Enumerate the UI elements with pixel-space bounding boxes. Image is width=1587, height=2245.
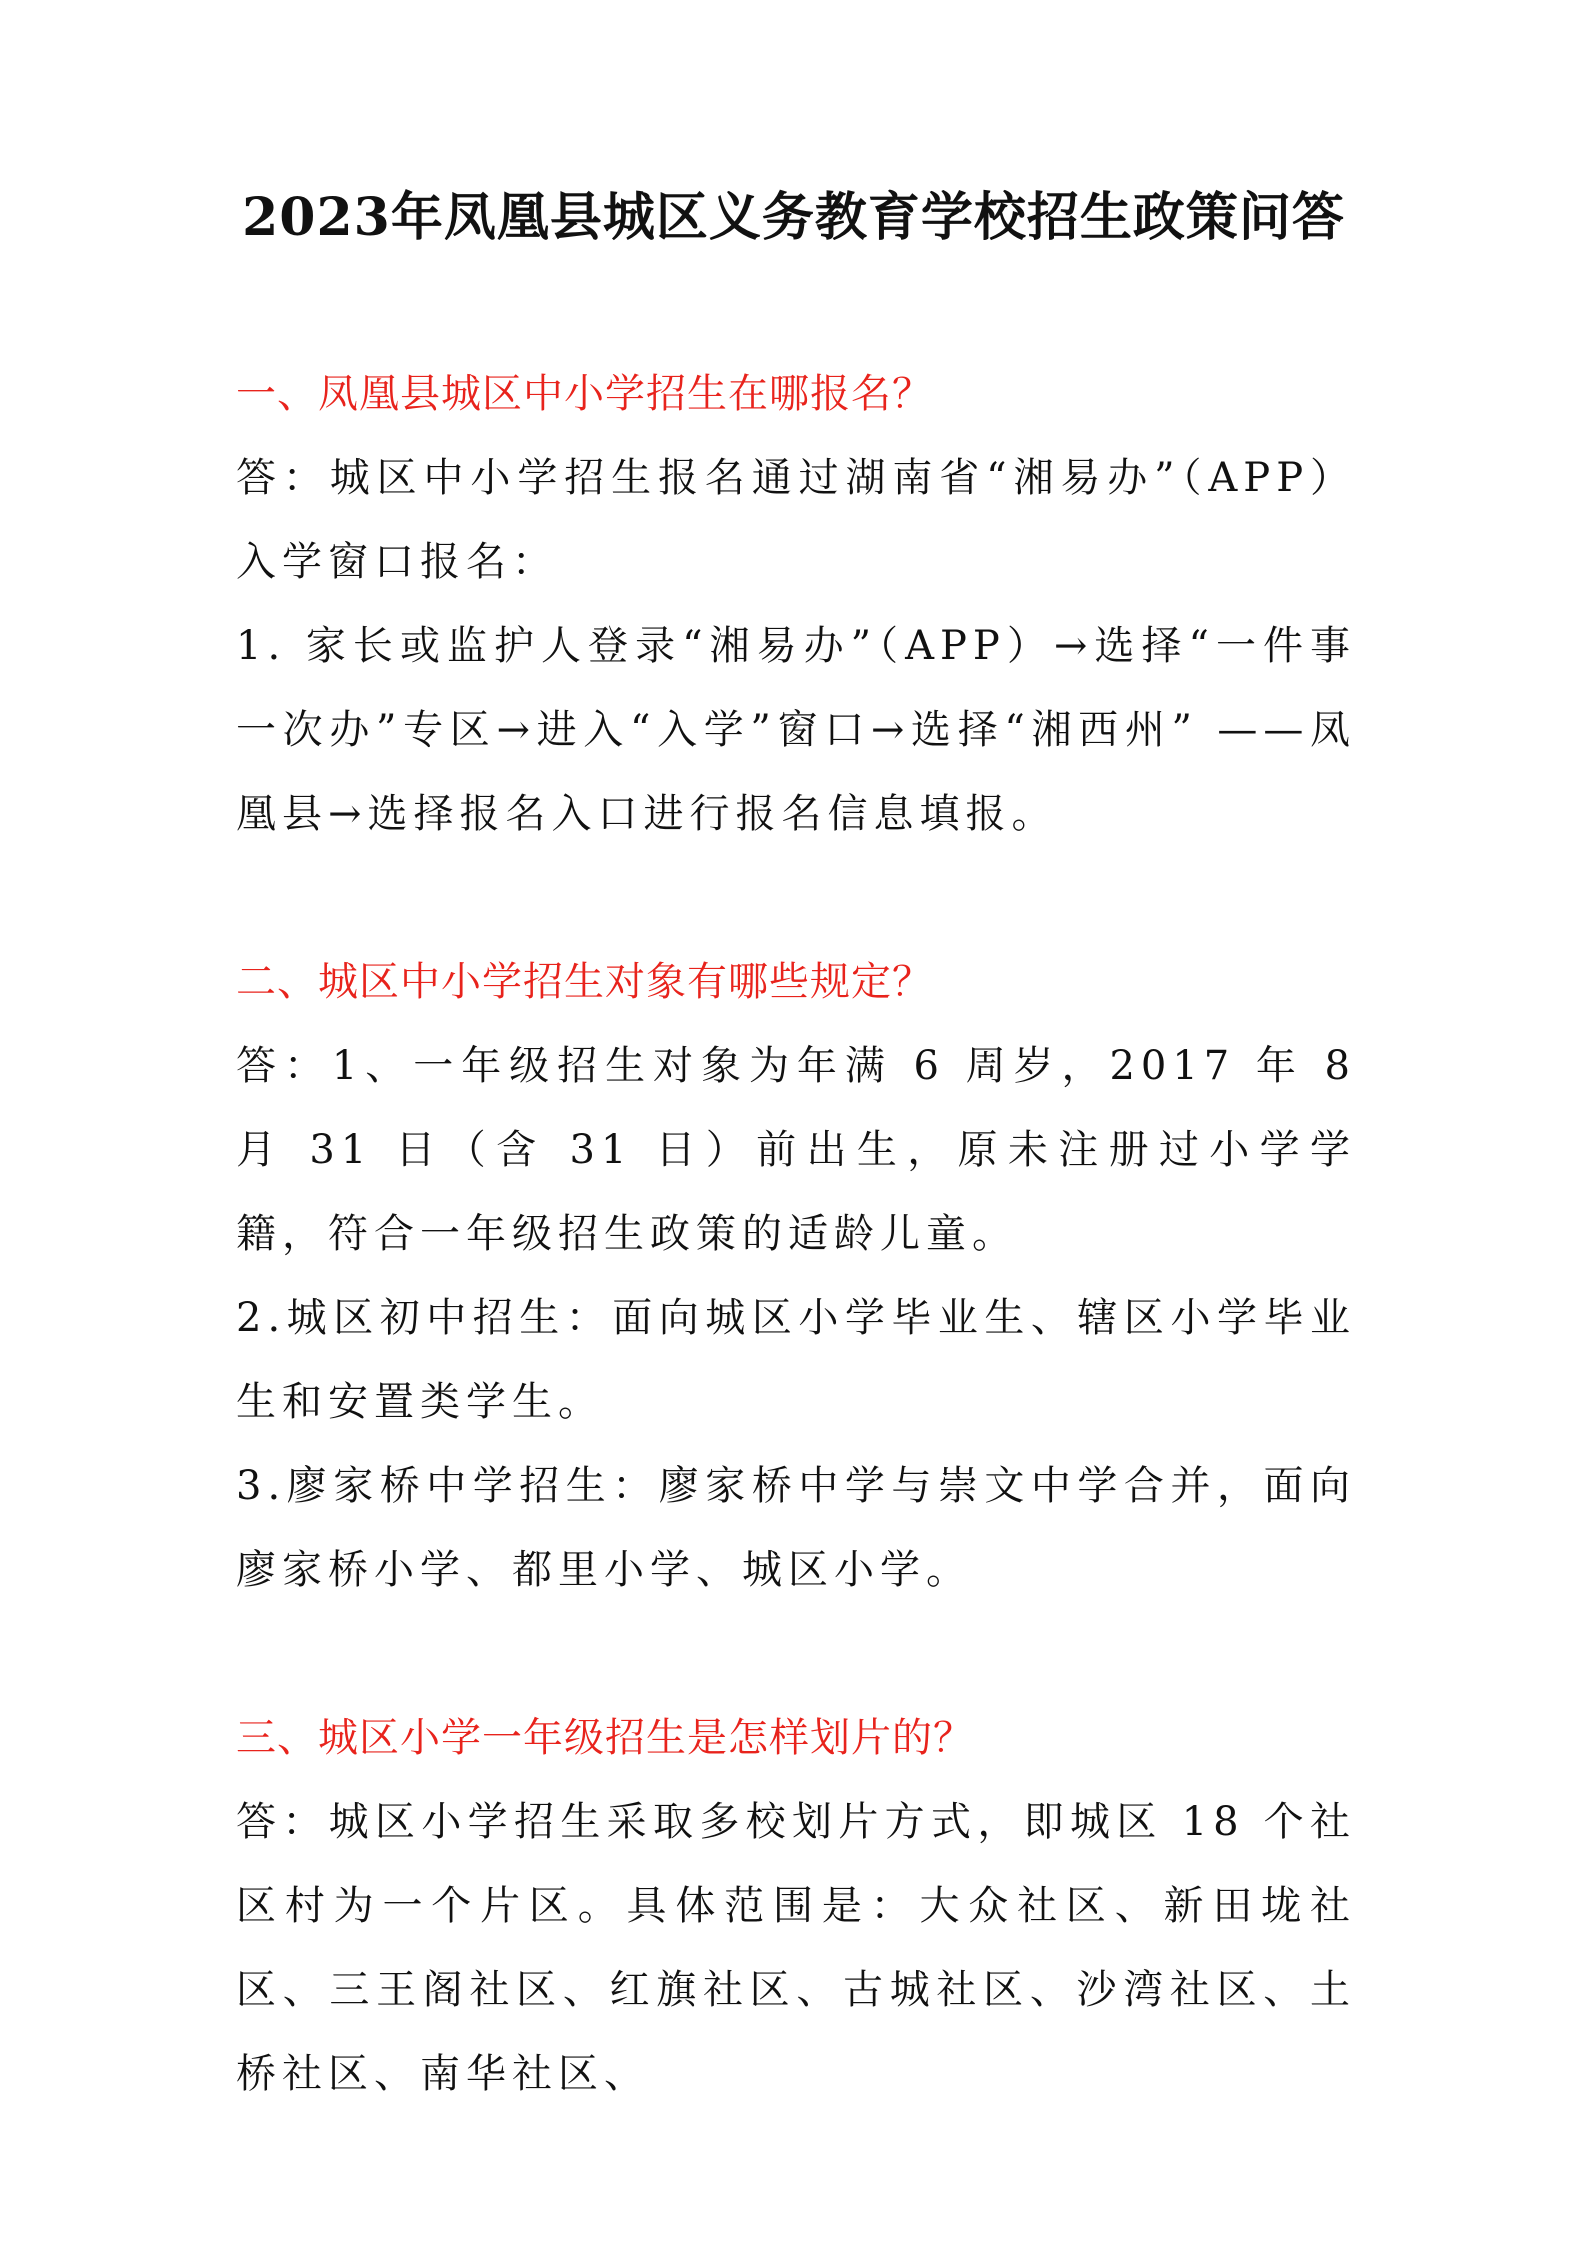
- section-zoning: [236, 1696, 1356, 2116]
- answer-paragraph: 答：城区小学招生采取多校划片方式，即城区 18 个社区村为一个片区。具体范围是：大众社区、新田垅社区、三王阁社区、红旗社区、古城社区、沙湾社区、土桥社区、南华社区、: [236, 1799, 1356, 2097]
- document-title: 2023年凤凰县城区义务教育学校招生政策问答: [242, 187, 1345, 248]
- section-spacer: [236, 856, 1356, 940]
- middle-school-paragraph: 2.城区初中招生：面向城区小学毕业生、辖区小学毕业生和安置类学生。: [236, 1295, 1356, 1425]
- liaojiaqiao-paragraph: 3.廖家桥中学招生：廖家桥中学与崇文中学合并，面向廖家桥小学、都里小学、城区小学。: [236, 1463, 1356, 1593]
- section-spacer: [236, 1612, 1356, 1696]
- section-eligibility: [236, 940, 1356, 1612]
- section-heading: 一、凤凰县城区中小学招生在哪报名？: [236, 371, 933, 417]
- steps-paragraph: 1. 家长或监护人登录“湘易办”（APP）→选择“一件事一次办”专区→进入“入学”窗口→选择“湘西州” ——凤凰县→选择报名入口进行报名信息填报。: [236, 623, 1356, 837]
- document-body: [236, 352, 1356, 2116]
- section-registration: [236, 352, 1356, 856]
- section-heading: 三、城区小学一年级招生是怎样划片的？: [236, 1715, 974, 1761]
- answer-paragraph: 答：1、一年级招生对象为年满 6 周岁，2017 年 8 月 31 日（含 31 日）前出生，原未注册过小学学籍，符合一年级招生政策的适龄儿童。: [236, 1043, 1356, 1257]
- section-heading: 二、城区中小学招生对象有哪些规定？: [236, 959, 933, 1005]
- answer-paragraph: 答：城区中小学招生报名通过湖南省“湘易办”（APP）入学窗口报名：: [236, 455, 1356, 585]
